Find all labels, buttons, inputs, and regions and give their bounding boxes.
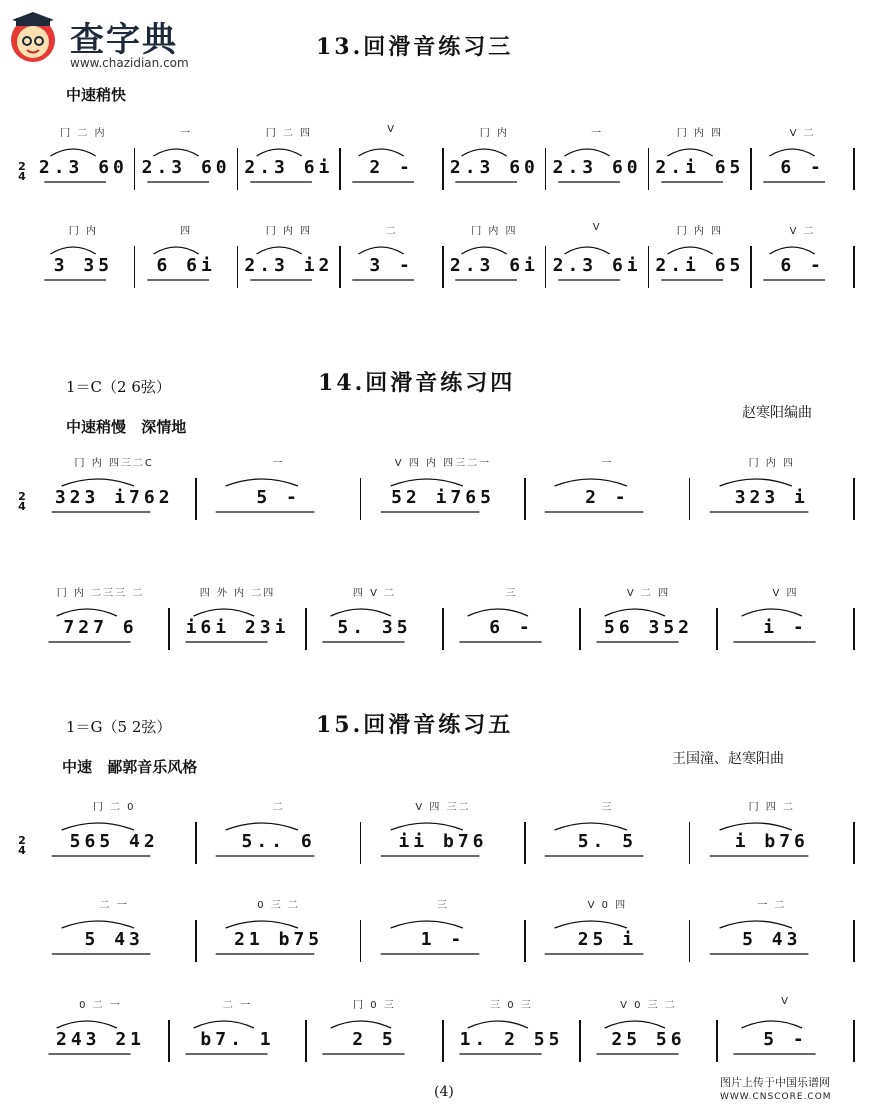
- notes: 323 i: [734, 487, 809, 508]
- fingering-marks: V 0 三 二: [620, 1000, 677, 1011]
- slur-mark: [443, 990, 580, 1070]
- measure: [443, 216, 546, 296]
- notes: 2.i 65: [655, 157, 745, 178]
- slur-mark: [546, 216, 649, 296]
- measure: [525, 448, 689, 528]
- time-signature-top: 2: [18, 834, 26, 847]
- notes: 2.i 65: [655, 255, 745, 276]
- staff-line: [16, 118, 854, 198]
- slur-mark: [340, 216, 443, 296]
- notes: 5. 5: [577, 831, 638, 852]
- slur-arc: [256, 149, 301, 156]
- notes: 2.3 i2: [244, 255, 334, 276]
- measure: [340, 216, 443, 296]
- fingering-marks: 冂 内: [68, 226, 98, 237]
- slur-arc: [50, 247, 95, 254]
- notes: 5 43: [84, 929, 144, 950]
- measure: [196, 890, 360, 970]
- slur-arc: [770, 149, 815, 156]
- notes: 1 -: [420, 929, 466, 950]
- slur-arc: [770, 247, 815, 254]
- slur-mark: [443, 118, 546, 198]
- fingering-marks: 三 0 三: [490, 1000, 533, 1011]
- bar-line: [853, 148, 855, 190]
- piece-15-tempo: 中速 鄙郭音乐风格: [62, 758, 198, 776]
- slur-mark: [135, 216, 238, 296]
- slur-arc: [331, 609, 391, 616]
- notes: i6i 23i: [185, 617, 290, 638]
- slur-mark: [546, 118, 649, 198]
- fingering-marks: 冂 二 内: [60, 128, 107, 139]
- notes: 52 i765: [391, 487, 495, 508]
- measure: [580, 990, 717, 1070]
- measure: [32, 890, 196, 970]
- measure: [443, 990, 580, 1070]
- slur-arc: [667, 247, 712, 254]
- measure: [443, 578, 580, 658]
- measure: [306, 990, 443, 1070]
- slur-arc: [564, 149, 609, 156]
- fingering-marks: 三: [505, 588, 518, 599]
- measure: [169, 578, 306, 658]
- slur-mark: [690, 448, 854, 528]
- fingering-marks: 四 V 二: [352, 588, 397, 599]
- slur-mark: [135, 118, 238, 198]
- slur-arc: [564, 247, 609, 254]
- slur-mark: [361, 890, 525, 970]
- measure: [238, 216, 341, 296]
- measure: [135, 216, 238, 296]
- slur-mark: [649, 216, 752, 296]
- fingering-marks: 一: [591, 128, 604, 139]
- fingering-marks: 冂 内 四三二C: [74, 458, 154, 469]
- slur-mark: [690, 792, 854, 872]
- measure: [196, 448, 360, 528]
- notes: 6 -: [780, 157, 825, 178]
- measure: [340, 118, 443, 198]
- slur-mark: [238, 216, 341, 296]
- slur-arc: [605, 609, 665, 616]
- fingering-marks: V: [781, 996, 790, 1007]
- fingering-marks: V 四: [772, 588, 799, 599]
- logo-url: www.chazidian.com: [70, 56, 189, 70]
- notes: 2.3 60: [141, 157, 231, 178]
- slur-mark: [32, 448, 196, 528]
- bar-line: [853, 608, 855, 650]
- measure: [525, 890, 689, 970]
- notes: 2 5: [352, 1029, 397, 1050]
- staff-line: [16, 792, 854, 872]
- slur-arc: [226, 823, 298, 830]
- fingering-marks: 一: [272, 458, 285, 469]
- notes: ii b76: [398, 831, 488, 852]
- slur-mark: [32, 216, 135, 296]
- slur-arc: [153, 149, 198, 156]
- fingering-marks: 二: [385, 226, 398, 237]
- notes: 565 42: [69, 831, 159, 852]
- slur-arc: [359, 247, 404, 254]
- notes: 25 i: [577, 929, 638, 950]
- piece-14-composer: 赵寒阳编曲: [742, 405, 812, 421]
- fingering-marks: V 二: [789, 128, 816, 139]
- measure: [546, 216, 649, 296]
- notes: i b76: [734, 831, 809, 852]
- staff-line: [16, 448, 854, 528]
- fingering-marks: 冂 二 0: [92, 802, 136, 813]
- site-logo[interactable]: [6, 6, 206, 68]
- watermark-text: 图片上传于中国乐谱网: [720, 1076, 830, 1089]
- notes: 2.3 60: [38, 157, 128, 178]
- fingering-marks: 冂 四 二: [748, 802, 795, 813]
- logo-title: 查字典: [70, 20, 178, 60]
- measure: [361, 792, 525, 872]
- fingering-marks: V 四 内 四三二一: [394, 458, 492, 469]
- measure: [690, 792, 854, 872]
- fingering-marks: V 二: [789, 226, 816, 237]
- slur-arc: [194, 1021, 254, 1028]
- fingering-marks: 三: [436, 900, 449, 911]
- slur-mark: [306, 990, 443, 1070]
- measure: [690, 448, 854, 528]
- slur-mark: [525, 792, 689, 872]
- notes: 727 6: [63, 617, 138, 638]
- slur-arc: [153, 247, 198, 254]
- fingering-marks: 二 一: [222, 1000, 253, 1011]
- slur-arc: [605, 1021, 665, 1028]
- piece-15-title: 15.回滑音练习五: [316, 712, 514, 738]
- fingering-marks: 二: [272, 802, 285, 813]
- time-signature-bottom: 4: [18, 500, 26, 513]
- slur-arc: [62, 921, 134, 928]
- notes: i -: [763, 617, 808, 638]
- slur-mark: [32, 792, 196, 872]
- slur-mark: [169, 578, 306, 658]
- notes: 25 56: [611, 1029, 686, 1050]
- slur-arc: [468, 609, 528, 616]
- fingering-marks: 二 一: [99, 900, 129, 911]
- slur-mark: [580, 578, 717, 658]
- notes: 5 -: [763, 1029, 808, 1050]
- fingering-marks: 冂 内 二三三 二: [56, 588, 145, 599]
- fingering-marks: 冂 内 四: [676, 226, 724, 237]
- slur-arc: [50, 149, 95, 156]
- slur-arc: [555, 479, 627, 486]
- bar-line: [853, 920, 855, 962]
- slur-mark: [525, 448, 689, 528]
- slur-arc: [57, 609, 117, 616]
- slur-arc: [331, 1021, 391, 1028]
- notes: 2.3 60: [552, 157, 642, 178]
- notes: 2.3 6i: [449, 255, 539, 276]
- measure: [690, 890, 854, 970]
- fingering-marks: 冂 内 四: [265, 226, 313, 237]
- slur-mark: [238, 118, 341, 198]
- fingering-marks: 冂 二 四: [265, 128, 313, 139]
- fingering-marks: V 四 三二: [415, 802, 471, 813]
- measure: [717, 578, 854, 658]
- slur-mark: [306, 578, 443, 658]
- slur-arc: [461, 247, 506, 254]
- notes: 5.. 6: [241, 831, 316, 852]
- staff-line: [16, 578, 854, 658]
- measure: [32, 216, 135, 296]
- slur-mark: [196, 890, 360, 970]
- notes: 21 b75: [234, 929, 324, 950]
- slur-mark: [169, 990, 306, 1070]
- slur-mark: [751, 118, 854, 198]
- slur-mark: [443, 578, 580, 658]
- measure: [361, 448, 525, 528]
- notes: 3 -: [369, 255, 414, 276]
- slur-arc: [719, 479, 791, 486]
- slur-arc: [742, 609, 802, 616]
- slur-arc: [555, 921, 627, 928]
- time-signature: [16, 492, 28, 512]
- slur-arc: [461, 149, 506, 156]
- notes: 243 21: [55, 1029, 146, 1050]
- measure: [135, 118, 238, 198]
- slur-arc: [62, 479, 134, 486]
- page-number: (4): [434, 1084, 454, 1100]
- fingering-marks: 四 外 内 二四: [199, 588, 276, 599]
- slur-mark: [340, 118, 443, 198]
- slur-arc: [226, 921, 298, 928]
- fingering-marks: 0 三 二: [257, 900, 300, 911]
- measure: [751, 118, 854, 198]
- measure: [196, 792, 360, 872]
- fingering-marks: 冂 内 四: [471, 226, 518, 237]
- staff-line: [16, 890, 854, 970]
- measure: [32, 792, 196, 872]
- piece-13-title: 13.回滑音练习三: [316, 34, 514, 60]
- slur-mark: [717, 990, 854, 1070]
- mascot-icon: [6, 10, 60, 64]
- slur-mark: [443, 216, 546, 296]
- fingering-marks: 冂 0 三: [353, 1000, 396, 1011]
- notes: 2.3 6i: [244, 157, 334, 178]
- fingering-marks: 0 二 一: [79, 1000, 122, 1011]
- slur-mark: [361, 448, 525, 528]
- slur-mark: [649, 118, 752, 198]
- measure: [32, 990, 169, 1070]
- slur-arc: [390, 823, 462, 830]
- notes: 6 -: [780, 255, 825, 276]
- measure: [649, 216, 752, 296]
- notes: 2.3 6i: [552, 255, 642, 276]
- piece-15-key: 1＝G（5 2弦）: [66, 718, 172, 736]
- measure: [32, 578, 169, 658]
- slur-mark: [196, 448, 360, 528]
- bar-line: [853, 478, 855, 520]
- watermark: [720, 1076, 832, 1104]
- notes: 6 6i: [156, 255, 216, 276]
- fingering-marks: 冂 内: [479, 128, 509, 139]
- fingering-marks: V: [592, 222, 602, 233]
- fingering-marks: V 二 四: [626, 588, 671, 599]
- measure: [238, 118, 341, 198]
- watermark-url: WWW.CNSCORE.COM: [720, 1092, 832, 1102]
- notes: 5 -: [256, 487, 301, 508]
- piece-13-tempo: 中速稍快: [66, 86, 127, 104]
- notes: 2 -: [369, 157, 414, 178]
- slur-mark: [525, 890, 689, 970]
- measure: [751, 216, 854, 296]
- slur-arc: [390, 921, 462, 928]
- fingering-marks: 四: [180, 226, 193, 237]
- measure: [32, 448, 196, 528]
- slur-mark: [196, 792, 360, 872]
- slur-arc: [468, 1021, 528, 1028]
- measure: [169, 990, 306, 1070]
- measure: [443, 118, 546, 198]
- slur-mark: [751, 216, 854, 296]
- time-signature-top: 2: [18, 160, 26, 173]
- slur-arc: [555, 823, 627, 830]
- notes: 2.3 60: [449, 157, 539, 178]
- slur-arc: [62, 823, 134, 830]
- fingering-marks: 一 二: [757, 900, 787, 911]
- slur-arc: [226, 479, 298, 486]
- measure: [361, 890, 525, 970]
- slur-arc: [719, 823, 791, 830]
- fingering-marks: 一: [601, 458, 614, 469]
- slur-arc: [57, 1021, 117, 1028]
- fingering-marks: 三: [601, 802, 614, 813]
- slur-mark: [361, 792, 525, 872]
- slur-mark: [32, 990, 169, 1070]
- piece-15-composer: 王国潼、赵寒阳曲: [672, 751, 784, 767]
- fingering-marks: 冂 内 四: [748, 458, 795, 469]
- notes: 5. 35: [337, 617, 412, 638]
- notes: b7. 1: [200, 1029, 275, 1050]
- fingering-marks: V: [387, 124, 397, 135]
- measure: [580, 578, 717, 658]
- slur-arc: [719, 921, 791, 928]
- notes: 2 -: [585, 487, 630, 508]
- piece-14-tempo: 中速稍慢 深情地: [66, 418, 187, 436]
- piece-14-title: 14.回滑音练习四: [318, 370, 516, 396]
- staff-line: [16, 990, 854, 1070]
- measure: [525, 792, 689, 872]
- slur-arc: [256, 247, 301, 254]
- time-signature: [16, 836, 28, 856]
- fingering-marks: V 0 四: [587, 900, 628, 911]
- slur-mark: [690, 890, 854, 970]
- slur-arc: [667, 149, 712, 156]
- notes: 1. 2 55: [459, 1029, 564, 1050]
- time-signature-top: 2: [18, 490, 26, 503]
- measure: [32, 118, 135, 198]
- bar-line: [853, 822, 855, 864]
- slur-mark: [32, 578, 169, 658]
- measure: [649, 118, 752, 198]
- slur-mark: [32, 118, 135, 198]
- time-signature-bottom: 4: [18, 170, 26, 183]
- notes: 56 352: [603, 617, 694, 638]
- slur-arc: [359, 149, 404, 156]
- notes: 323 i762: [54, 487, 174, 508]
- time-signature: [16, 162, 28, 182]
- fingering-marks: 冂 内 四: [676, 128, 724, 139]
- bar-line: [853, 1020, 855, 1062]
- bar-line: [853, 246, 855, 288]
- time-signature-bottom: 4: [18, 844, 26, 857]
- slur-mark: [580, 990, 717, 1070]
- slur-mark: [32, 890, 196, 970]
- staff-line: [16, 216, 854, 296]
- slur-mark: [717, 578, 854, 658]
- notes: 3 35: [53, 255, 114, 276]
- fingering-marks: 一: [180, 128, 193, 139]
- piece-14-key: 1＝C（2 6弦）: [66, 378, 171, 396]
- slur-arc: [194, 609, 254, 616]
- measure: [546, 118, 649, 198]
- slur-arc: [390, 479, 462, 486]
- notes: 6 -: [489, 617, 534, 638]
- notes: 5 43: [742, 929, 802, 950]
- slur-arc: [742, 1021, 802, 1028]
- measure: [717, 990, 854, 1070]
- measure: [306, 578, 443, 658]
